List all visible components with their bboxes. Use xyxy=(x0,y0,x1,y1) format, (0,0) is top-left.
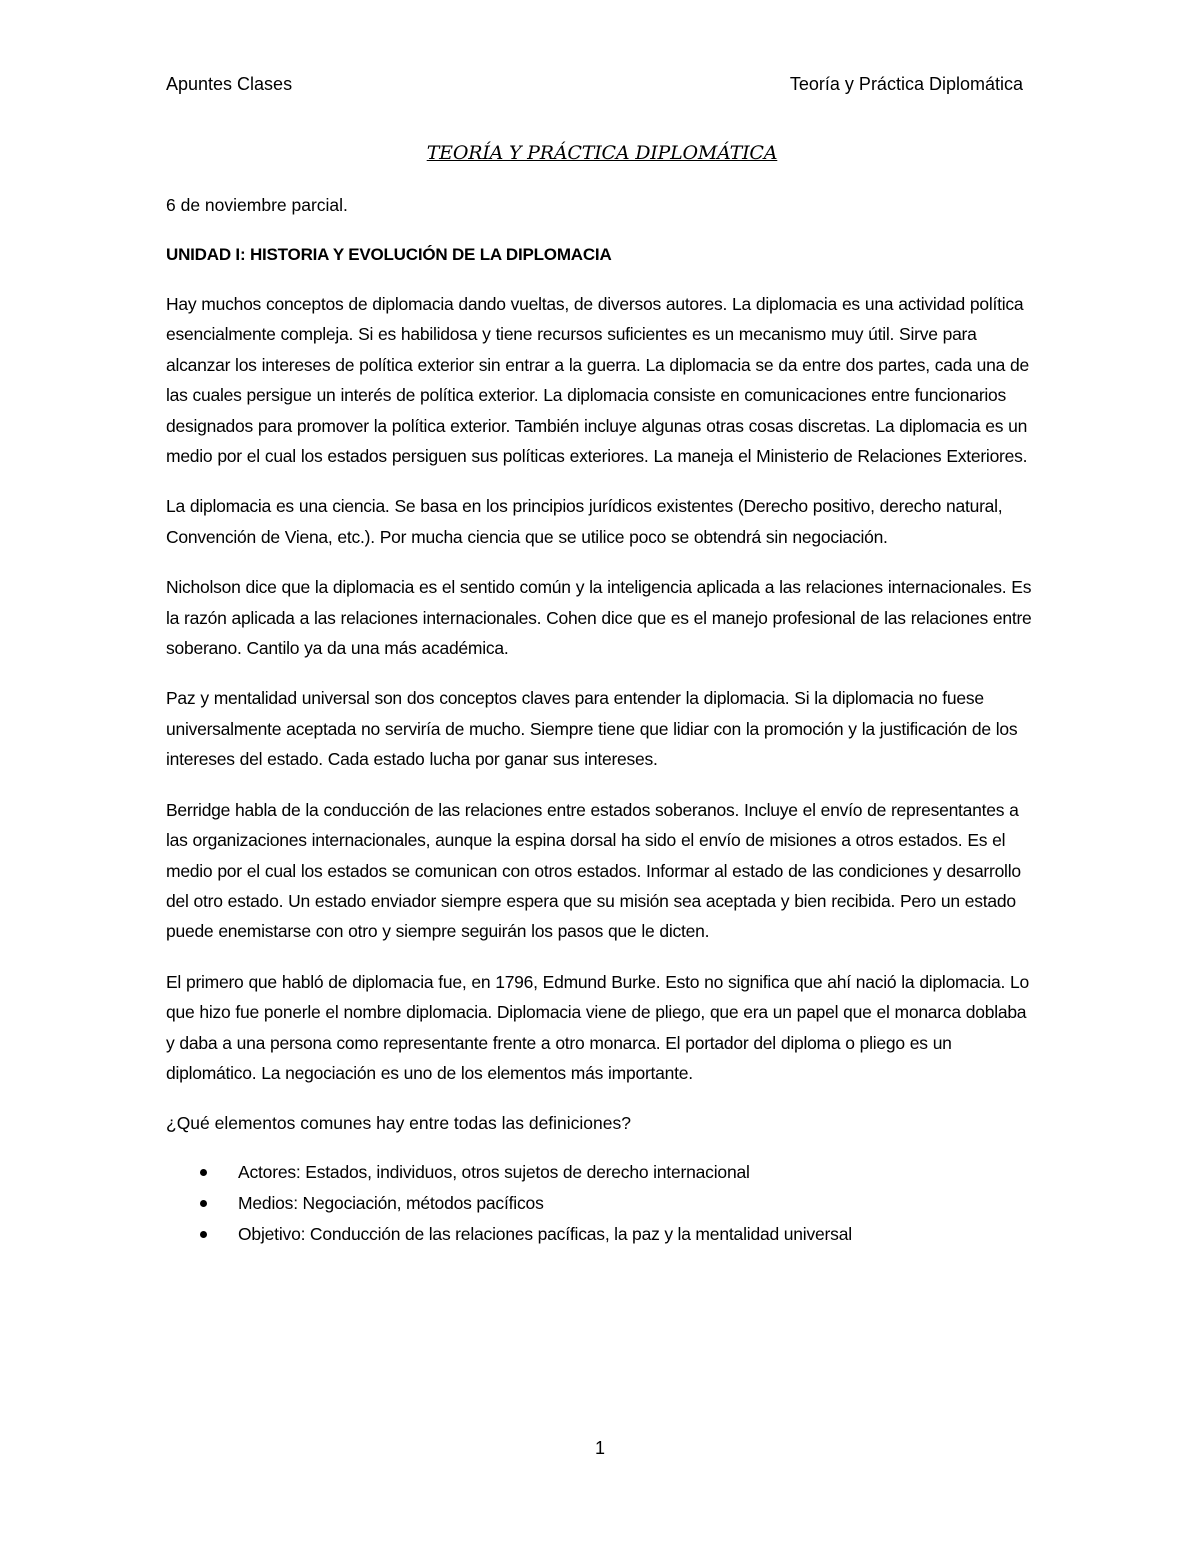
list-item xyxy=(166,1188,1038,1219)
bullet-icon xyxy=(200,1200,207,1207)
unit-heading: UNIDAD I: HISTORIA Y EVOLUCIÓN DE LA DIPLOMACIA xyxy=(166,245,612,264)
question-text: ¿Qué elementos comunes hay entre todas las definiciones? xyxy=(166,1113,631,1134)
header-left-text: Apuntes Clases xyxy=(166,74,293,94)
exam-date-note: 6 de noviembre parcial. xyxy=(166,195,348,215)
list-item-text: Actores: Estados, individuos, otros sujetos de derecho internacional xyxy=(238,1162,750,1183)
list-item-text: Medios: Negociación, métodos pacíficos xyxy=(238,1193,544,1214)
paragraph-peace: Paz y mentalidad universal son dos conceptos claves para entender la diplomacia. Si la diplomacia no fuese universalmente aceptada no serviría de mucho. Siempre tiene que lidiar con la promoción y la justificación de los intereses del estado. Cada estado lucha por ganar sus intereses. xyxy=(166,688,1018,770)
list-item-text: Objetivo: Conducción de las relaciones pacíficas, la paz y la mentalidad universal xyxy=(238,1224,852,1245)
paragraph-nicholson: Nicholson dice que la diplomacia es el sentido común y la inteligencia aplicada a las relaciones internacionales. Es la razón aplicada a las relaciones internacionales. Cohen dice que es el manejo profesional de las relaciones entre soberano. Cantilo ya da una más académica. xyxy=(166,577,1032,659)
bullet-icon xyxy=(200,1231,207,1238)
document-title: TEORÍA Y PRÁCTICA DIPLOMÁTICA xyxy=(426,142,778,164)
paragraph-definitions: Hay muchos conceptos de diplomacia dando vueltas, de diversos autores. La diplomacia es una actividad política esencialmente compleja. Si es habilidosa y tiene recursos suficientes es un mecanismo muy útil. Sirve para alcanzar los intereses de política exterior sin entrar a la guerra. La diplomacia se da entre dos partes, cada una de las cuales persigue un interés de política exterior. La diplomacia consiste en comunicaciones entre funcionarios designados para promover la política exterior. También incluye algunas otras cosas discretas. La diplomacia es un medio por el cual los estados persiguen sus políticas exteriores. La maneja el Ministerio de Relaciones Exteriores. xyxy=(166,294,1029,467)
bullet-icon xyxy=(200,1169,207,1176)
header-right-text: Teoría y Práctica Diplomática xyxy=(789,74,1023,94)
elements-list xyxy=(166,1157,1038,1250)
page-number: 1 xyxy=(594,1438,605,1458)
document-body xyxy=(166,138,1038,1250)
list-item xyxy=(166,1219,1038,1250)
paragraph-science: La diplomacia es una ciencia. Se basa en los principios jurídicos existentes (Derecho positivo, derecho natural, Convención de Viena, etc.). Por mucha ciencia que se utilice poco se obtendrá sin negociación. xyxy=(166,496,1003,547)
paragraph-berridge: Berridge habla de la conducción de las relaciones entre estados soberanos. Incluye el envío de representantes a las organizaciones internacionales, aunque la espina dorsal ha sido el envío de misiones a otros estados. Es el medio por el cual los estados se comunican con otros estados. Informar al estado de las condiciones y desarrollo del otro estado. Un estado enviador siempre espera que su misión sea aceptada y bien recibida. Pero un estado puede enemistarse con otro y siempre seguirán los pasos que le dicten. xyxy=(166,799,1021,942)
list-item xyxy=(166,1157,1038,1188)
paragraph-burke: El primero que habló de diplomacia fue, en 1796, Edmund Burke. Esto no significa que ahí nació la diplomacia. Lo que hizo fue ponerle el nombre diplomacia. Diplomacia viene de pliego, que era un papel que el monarca doblaba y daba a una persona como representante frente a otro monarca. El portador del diploma o pliego es un diplomático. La negociación es uno de los elementos más importante. xyxy=(166,971,1029,1083)
